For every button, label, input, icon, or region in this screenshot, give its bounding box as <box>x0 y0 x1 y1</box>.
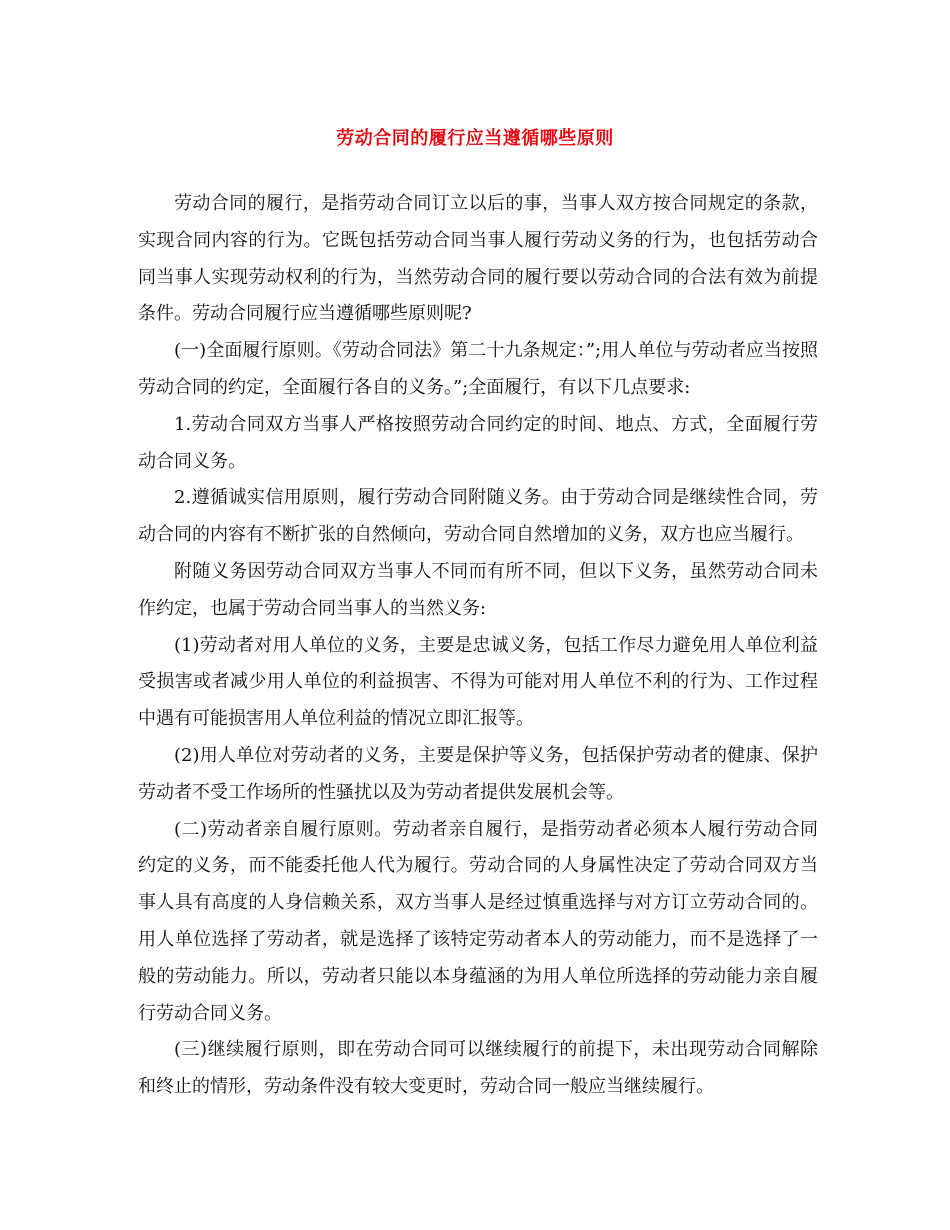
paragraph-intro: 劳动合同的履行，是指劳动合同订立以后的事，当事人双方按合同规定的条款，实现合同内容的行为。它既包括劳动合同当事人履行劳动义务的行为，也包括劳动合同当事人实现劳动权利的行为，当然劳动合同的履行要以劳动合同的合法有效为前提条件。劳动合同履行应当遵循哪些原则呢? <box>138 193 818 325</box>
paragraph-employer-duty: (2)用人单位对劳动者的义务，主要是保护等义务，包括保护劳动者的健康、保护劳动者不受工作场所的性骚扰以及为劳动者提供发展机会等。 <box>138 744 818 803</box>
paragraph-principle-3: (三)继续履行原则，即在劳动合同可以继续履行的前提下，未出现劳动合同解除和终止的情形，劳动条件没有较大变更时，劳动合同一般应当继续履行。 <box>138 1039 818 1098</box>
paragraph-principle-1: (一)全面履行原则。《劳动合同法》第二十九条规定：”;用人单位与劳动者应当按照劳动合同的约定，全面履行各自的义务。”;全面履行，有以下几点要求: <box>138 340 818 398</box>
document-title: 劳动合同的履行应当遵循哪些原则 <box>336 128 614 149</box>
paragraph-principle-2: (二)劳动者亲自履行原则。劳动者亲自履行，是指劳动者必须本人履行劳动合同约定的义务，而不能委托他人代为履行。劳动合同的人身属性决定了劳动合同双方当事人具有高度的人身信赖关系，双方当事人是经过慎重选择与对方订立劳动合同的。用人单位选择了劳动者，就是选择了该特定劳动者本人的劳动能力，而不是选择了一般的劳动能力。所以，劳动者只能以本身蕴涵的为用人单位所选择的劳动能力亲自履行劳动合同义务。 <box>138 818 818 1024</box>
paragraph-requirement-1: 1.劳动合同双方当事人严格按照劳动合同约定的时间、地点、方式，全面履行劳动合同义务。 <box>138 413 818 472</box>
document-body <box>138 186 818 1106</box>
paragraph-employee-duty: (1)劳动者对用人单位的义务，主要是忠诚义务，包括工作尽力避免用人单位利益受损害或者减少用人单位的利益损害、不得为可能对用人单位不利的行为、工作过程中遇有可能损害用人单位利益的情况立即汇报等。 <box>138 634 818 730</box>
paragraph-requirement-2: 2.遵循诚实信用原则，履行劳动合同附随义务。由于劳动合同是继续性合同，劳动合同的内容有不断扩张的自然倾向，劳动合同自然增加的义务，双方也应当履行。 <box>138 487 818 546</box>
paragraph-ancillary-duties: 附随义务因劳动合同双方当事人不同而有所不同，但以下义务，虽然劳动合同未作约定，也属于劳动合同当事人的当然义务: <box>138 560 818 619</box>
